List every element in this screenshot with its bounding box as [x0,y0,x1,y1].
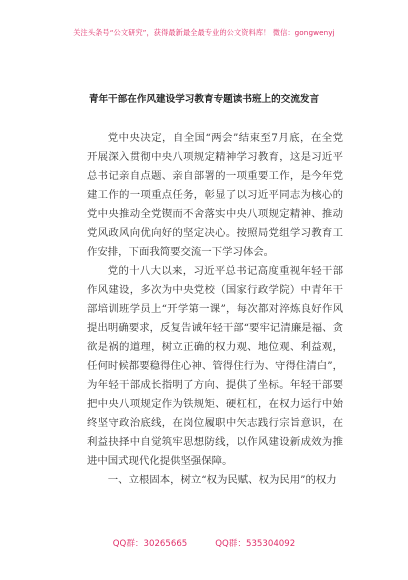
document-body [87,129,343,490]
paragraph-section-heading: 一、立根固本，树立“权为民赋、权为民用”的权力 [107,474,337,486]
footer-qq-group-2: QQ群：535304092 [215,539,296,549]
footer-qq-group-1: QQ群：30265665 [112,539,188,549]
header-note: 关注头条号“公文研究”，获得最新最全最专业的公文资料库！ 微信：gongwenyj [73,28,335,37]
document-title: 青年干部在作风建设学习教育专题读书班上的交流发言 [88,94,320,105]
paragraph-intro: 党中央决定，自全国“两会”结束至7月底，在全党开展深入贯彻中央八项规定精神学习教育，这是习近平总书记亲自点题、亲自部署的一项重要工作，是今年党建工作的一项重点任务，彰显了以习近平同志为核心的党中央推动全党锲而不舍落实中央八项规定精神、推动党风政风向优向好的坚定决心。按照局党组学习教育工作安排，下面我简要交流一下学习体会。 [87,132,343,258]
paragraph-second: 党的十八大以来，习近平总书记高度重视年轻干部作风建设，多次为中央党校（国家行政学院）中青年干部培训班学员上“开学第一课”，每次都对淬炼良好作风提出明确要求，反复告诫年轻干部“要牢记清廉是福、贪欲是祸的道理，树立正确的权力观、地位观、利益观，任何时候都要稳得住心神、管得住行为、守得住清白”，为年轻干部成长指明了方向、提供了坐标。年轻干部要把中央八项规定作为铁规矩、硬杠杠，在权力运行中始终坚守政治底线，在岗位履职中矢志践行宗旨意识，在利益抉择中自觉筑牢思想防线，以作风建设新成效为推进中国式现代化提供坚强保障。 [87,265,343,467]
footer-contact [0,537,408,549]
